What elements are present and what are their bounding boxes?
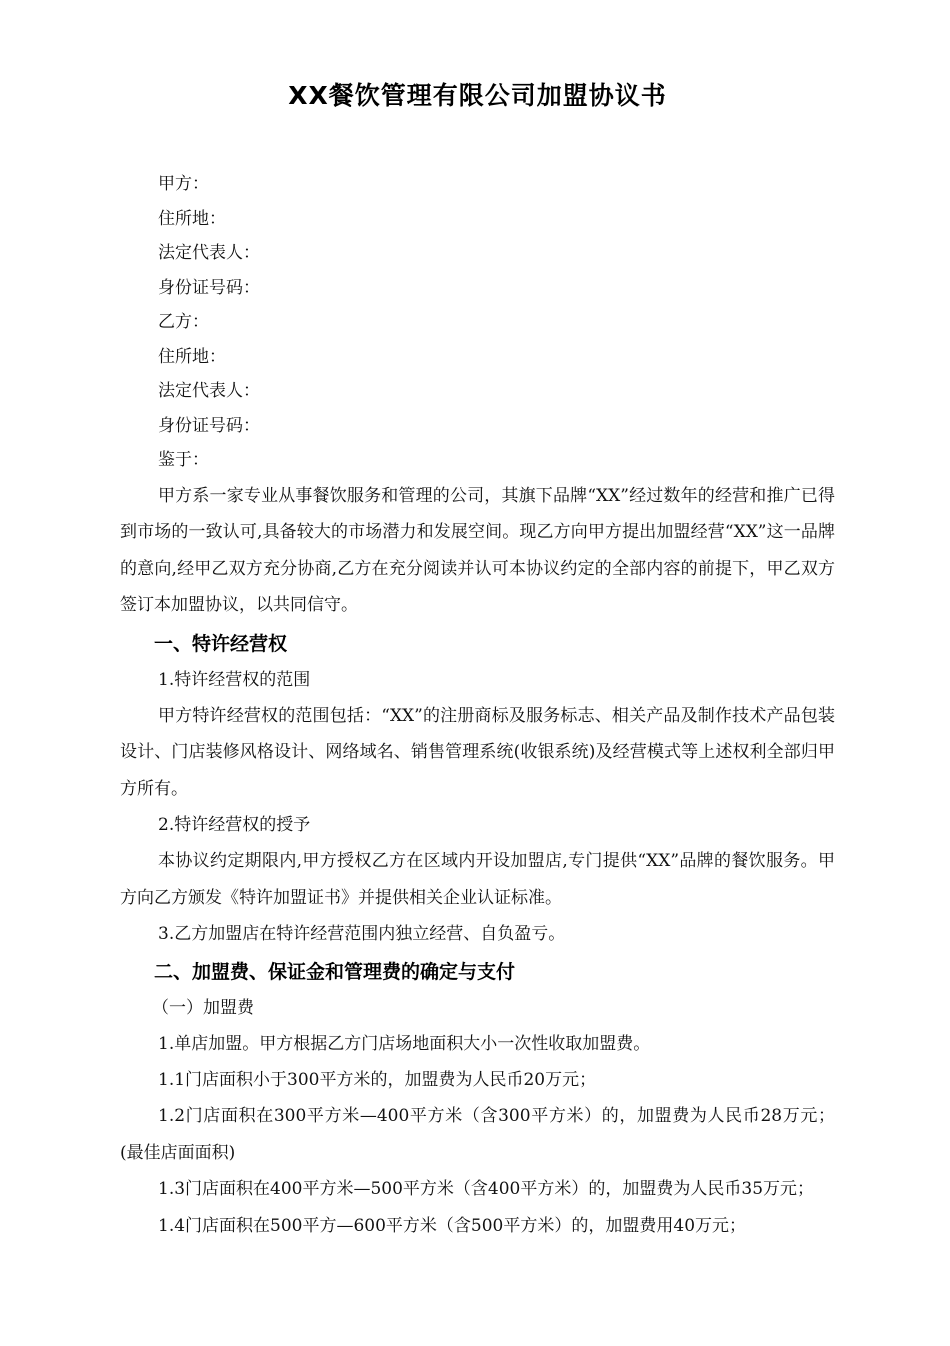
whereas-label: 鉴于： (158, 450, 209, 470)
section-1-item-1-body: 甲方特许经营权的范围包括：“XX”的注册商标及服务标志、相关产品及制作技术产品包装设计、门店装修风格设计、网络域名、销售管理系统(收银系统)及经营模式等上述权利全部归甲方所有。 (120, 705, 835, 799)
section-2-item-1-1: 1.1门店面积小于300平方米的，加盟费为人民币20万元； (158, 1070, 597, 1090)
section-1-item-2-title: 2.特许经营权的授予 (158, 815, 311, 835)
party-a-label: 甲方： (158, 174, 209, 194)
section-1-item-2-body: 本协议约定期限内,甲方授权乙方在区域内开设加盟店,专门提供“XX”品牌的餐饮服务。甲方向乙方颁发《特许加盟证书》并提供相关企业认证标准。 (120, 851, 835, 908)
party-b-label: 乙方： (158, 312, 209, 332)
section-1-item-3: 3.乙方加盟店在特许经营范围内独立经营、自负盈亏。 (158, 924, 566, 944)
party-b-id-number-label: 身份证号码： (158, 415, 260, 436)
party-a-address-label: 住所地： (158, 208, 226, 229)
party-b-address-label: 住所地： (158, 346, 226, 367)
document-title: XX餐饮管理有限公司加盟协议书 (288, 81, 667, 110)
section-1-heading: 一、特许经营权 (154, 632, 288, 655)
preamble-paragraph: 甲方系一家专业从事餐饮服务和管理的公司，其旗下品牌“XX”经过数年的经营和推广已得到市场的一致认可,具备较大的市场潜力和发展空间。现乙方向甲方提出加盟经营“XX”这一品牌的意向,经甲乙双方充分协商,乙方在充分阅读并认可本协议约定的全部内容的前提下，甲乙双方签订本加盟协议，以共同信守。 (120, 485, 835, 615)
party-a-legal-rep-label: 法定代表人： (158, 243, 260, 263)
section-2-subheading-franchise-fee: （一）加盟费 (152, 998, 254, 1018)
party-a-id-number-label: 身份证号码： (158, 277, 260, 298)
section-2-item-1-4: 1.4门店面积在500平方—600平方米（含500平方米）的，加盟费用40万元； (158, 1215, 747, 1236)
document-page (120, 78, 835, 1244)
section-1-item-1-title: 1.特许经营权的范围 (158, 669, 311, 690)
section-2-item-1: 1.单店加盟。甲方根据乙方门店场地面积大小一次性收取加盟费。 (158, 1034, 651, 1054)
section-2-heading: 二、加盟费、保证金和管理费的确定与支付 (154, 961, 516, 983)
party-b-legal-rep-label: 法定代表人： (158, 381, 260, 401)
section-2-item-1-2: 1.2门店面积在300平方米—400平方米（含300平方米）的，加盟费为人民币28万元；(最佳店面面积) (120, 1106, 835, 1163)
party-info (120, 167, 835, 478)
section-2-item-1-3: 1.3门店面积在400平方米—500平方米（含400平方米）的，加盟费为人民币35万元； (158, 1179, 815, 1199)
